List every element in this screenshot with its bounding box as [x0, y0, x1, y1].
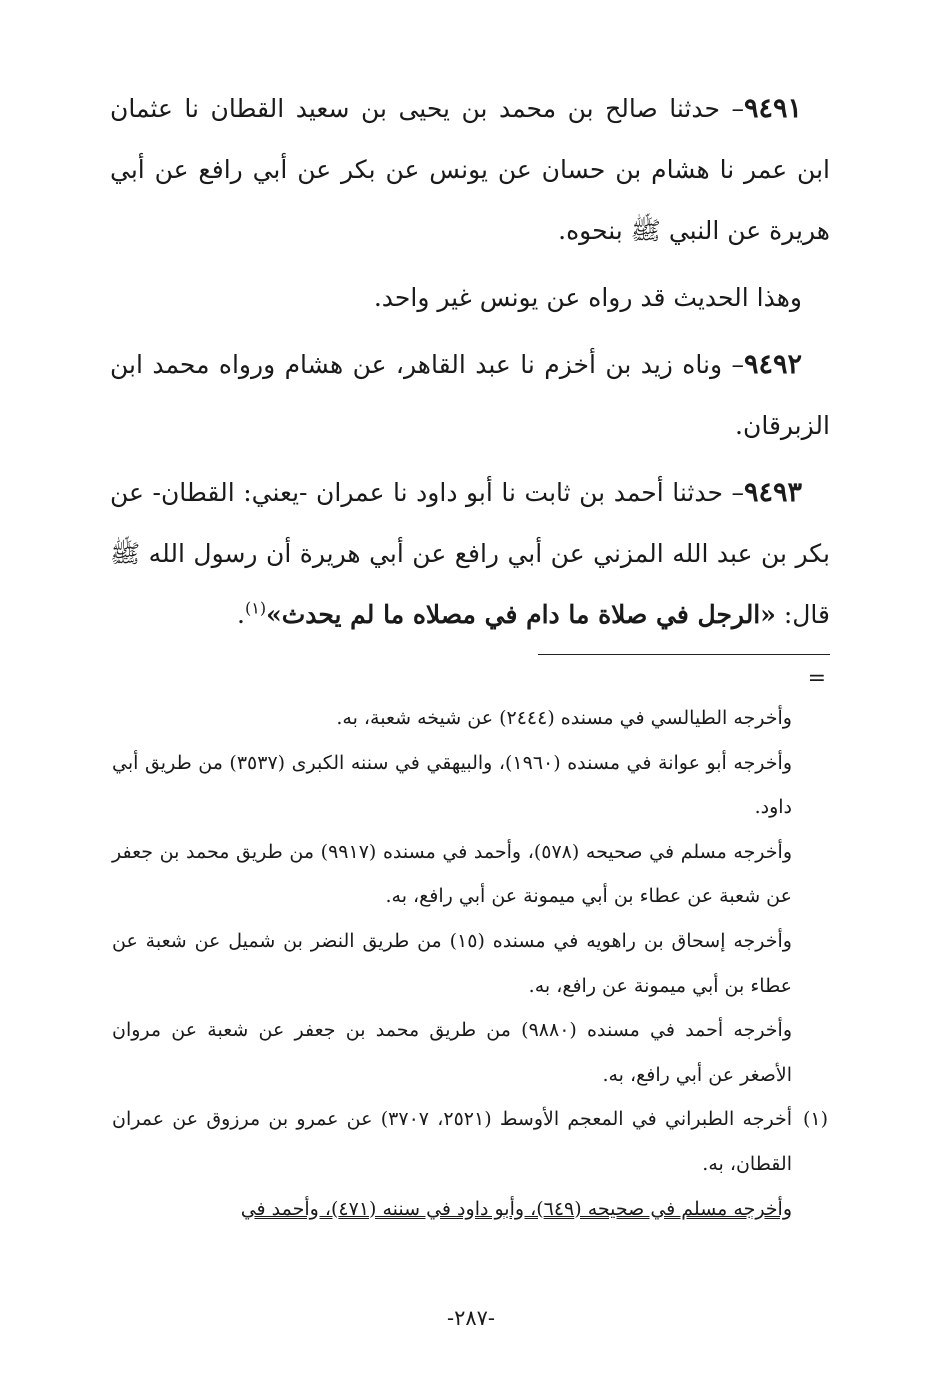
hadith-9493 — [110, 462, 830, 645]
footnote-entry — [112, 919, 828, 1008]
footnote-text: وأخرجه أحمد في مسنده (٩٨٨٠) من طريق محمد بن جعفر عن شعبة عن مروان الأصغر عن أبي رافع، به. — [112, 1019, 793, 1086]
footnotes — [112, 696, 828, 1231]
footnote-text: وأخرجه أبو عوانة في مسنده (١٩٦٠)، والبيهقي في سننه الكبرى (٣٥٣٧) من طريق أبي داود. — [112, 751, 792, 819]
hadith-text: – وناه زيد بن أخزم نا عبد القاهر، عن هشام ورواه محمد ابن الزبرقان. — [110, 350, 830, 440]
hadith-text: – حدثنا أحمد بن ثابت نا أبو داود نا عمران -يعني: القطان- عن بكر بن عبد الله المزني عن أبي رافع عن أبي هريرة أن رسول الله ﷺ قال: — [110, 478, 830, 629]
hadith-end: . — [237, 600, 245, 629]
footnote-text: وأخرجه الطيالسي في مسنده (٢٤٤٤) عن شيخه شعبة، به. — [336, 707, 792, 729]
hadith-number: ٩٤٩١ — [743, 93, 802, 124]
footnote-entry — [112, 1008, 828, 1097]
hadith-9491 — [110, 78, 830, 261]
footnote-label: (١) — [802, 1108, 828, 1131]
footnote-continuation-mark: = — [807, 666, 826, 691]
footnote-text: وأخرجه مسلم في صحيحه (٥٧٨)، وأحمد في مسنده (٩٩١٧) من طريق محمد بن جعفر عن شعبة عن عطاء بن أبي ميمونة عن أبي رافع، به. — [112, 840, 792, 908]
footnote-entry-1 — [112, 1097, 828, 1186]
footnote-divider — [538, 654, 830, 655]
footnote-entry — [112, 741, 828, 830]
footnote-entry — [112, 830, 828, 919]
footnote-reference[interactable]: (١) — [244, 598, 267, 618]
hadith-9492 — [110, 334, 830, 456]
commentary-text: وهذا الحديث قد رواه عن يونس غير واحد. — [373, 283, 802, 312]
page-number: -٢٨٧- — [446, 1306, 496, 1330]
footnote-entry — [112, 1187, 828, 1232]
commentary-paragraph — [110, 267, 830, 328]
footnote-text-continued: وأخرجه مسلم في صحيحه (٦٤٩)، وأبو داود في سننه (٤٧١)، وأحمد في — [240, 1197, 792, 1220]
footnote-text: وأخرجه إسحاق بن راهويه في مسنده (١٥) من طريق النضر بن شميل عن شعبة عن عطاء بن أبي ميمونة عن رافع، به. — [112, 929, 792, 997]
footnote-entry — [112, 696, 828, 741]
hadith-text: – حدثنا صالح بن محمد بن يحيى بن سعيد القطان نا عثمان ابن عمر نا هشام بن حسان عن يونس عن بكر عن أبي رافع عن أبي هريرة عن النبي ﷺ بنحوه. — [110, 94, 830, 245]
footnote-text: أخرجه الطبراني في المعجم الأوسط (٢٥٢١، ٣٧٠٧) عن عمرو بن مرزوق عن عمران القطان، به. — [112, 1108, 792, 1175]
hadith-quote: «الرجل في صلاة ما دام في مصلاه ما لم يحدث» — [266, 600, 776, 629]
hadith-number: ٩٤٩٢ — [743, 349, 802, 380]
hadith-number: ٩٤٩٣ — [743, 477, 802, 508]
main-text — [110, 78, 830, 645]
